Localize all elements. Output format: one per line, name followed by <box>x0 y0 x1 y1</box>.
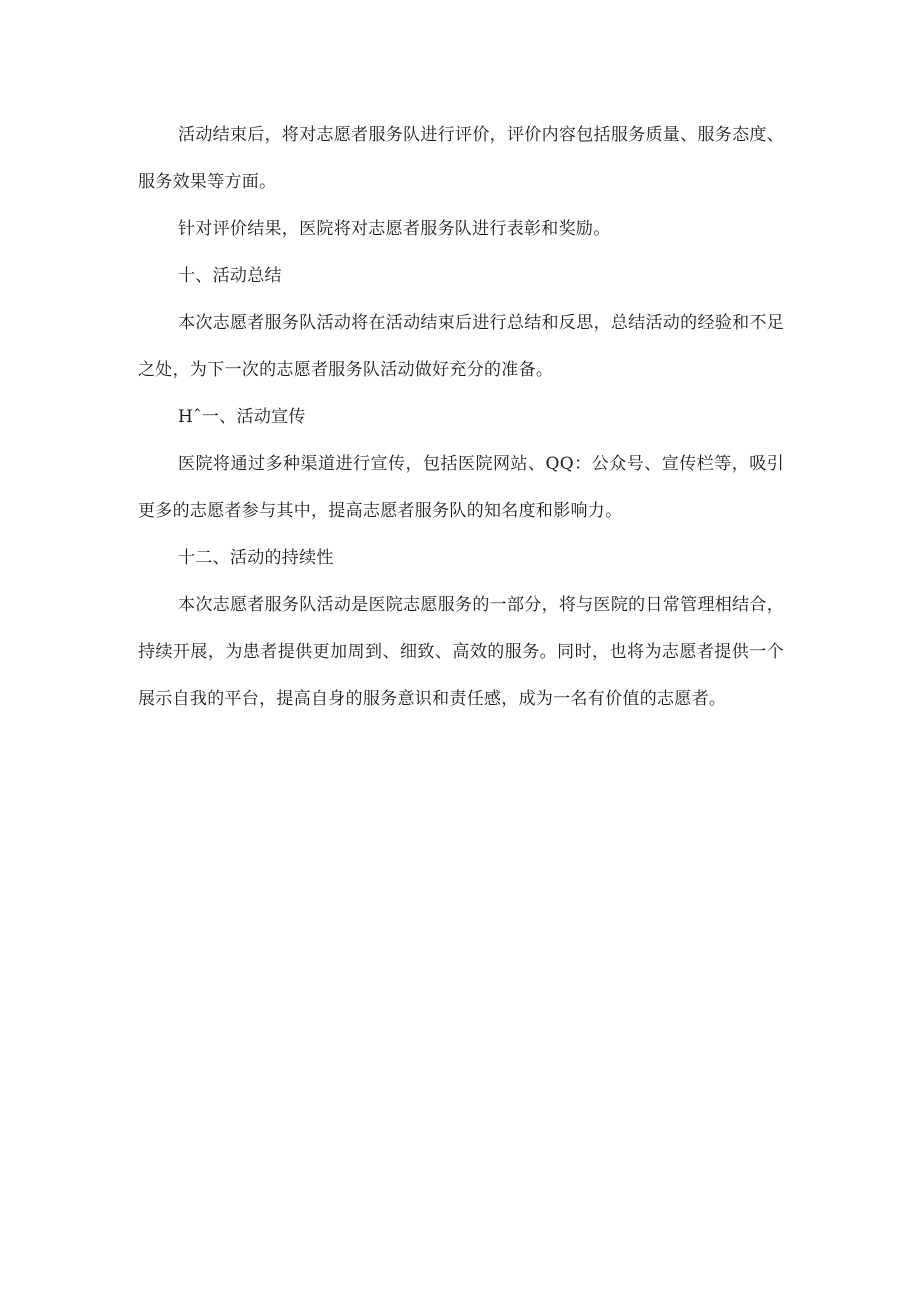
heading-sustainability: 十二、活动的持续性 <box>178 548 334 568</box>
paragraph-summary: 本次志愿者服务队活动将在活动结束后进行总结和反思，总结活动的经验和不足之处，为下一次的志愿者服务队活动做好充分的准备。 <box>138 313 784 380</box>
heading-activity-promotion: Hˆ一、活动宣传 <box>178 407 306 427</box>
paragraph-promotion: 医院将通过多种渠道进行宣传，包括医院网站、QQ：公众号、宣传栏等，吸引更多的志愿者参与其中，提高志愿者服务队的知名度和影响力。 <box>138 454 784 521</box>
paragraph-sustainability: 本次志愿者服务队活动是医院志愿服务的一部分，将与医院的日常管理相结合，持续开展，为患者提供更加周到、细致、高效的服务。同时，也将为志愿者提供一个展示自我的平台，提高自身的服务意识和责任感，成为一名有价值的志愿者。 <box>138 595 784 709</box>
heading-activity-summary: 十、活动总结 <box>178 266 282 286</box>
document-body <box>138 112 784 723</box>
paragraph-evaluation: 活动结束后，将对志愿者服务队进行评价，评价内容包括服务质量、服务态度、服务效果等方面。 <box>138 125 784 192</box>
paragraph-commendation: 针对评价结果，医院将对志愿者服务队进行表彰和奖励。 <box>178 219 611 239</box>
